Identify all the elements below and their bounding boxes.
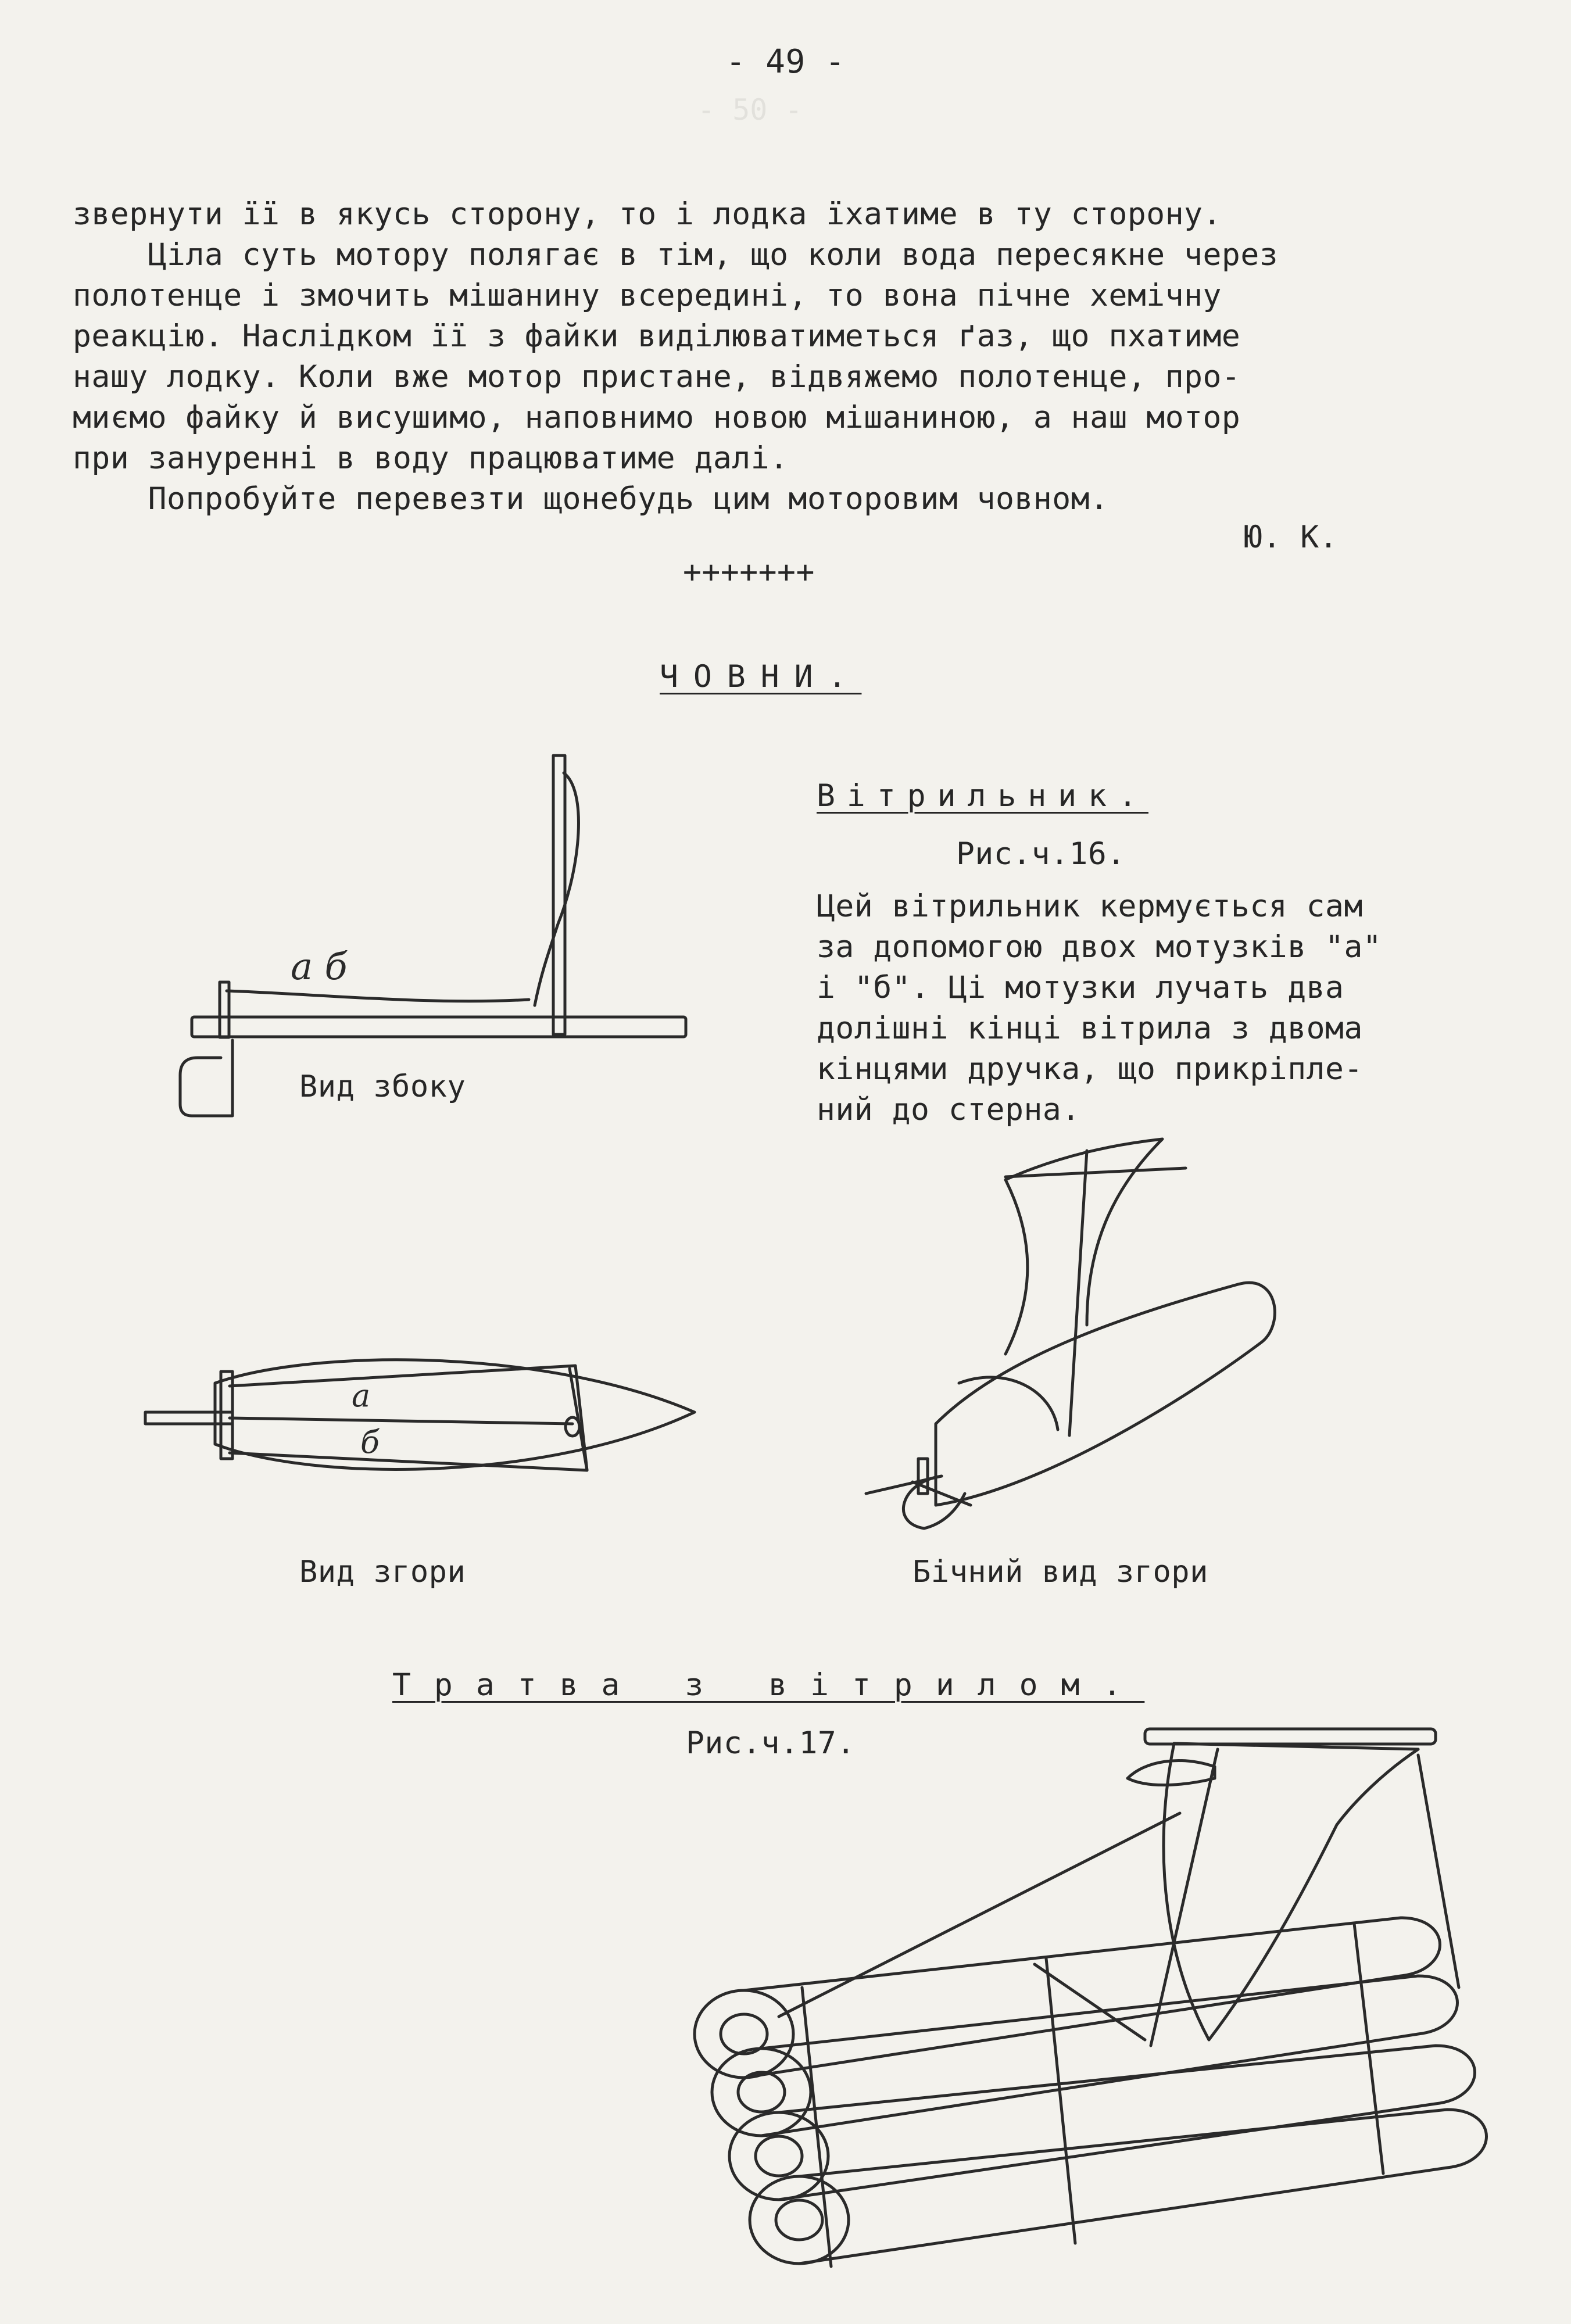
sailboat-description-line: і "б". Ці мотузки лучать два xyxy=(817,970,1344,1005)
raft-with-sail-drawing xyxy=(686,1639,1500,2307)
sailboat-side-top-view-drawing xyxy=(785,1133,1337,1598)
paragraph-line: Ціла суть мотору полягає в тім, що коли вода пересякне через xyxy=(73,237,1279,273)
paragraph-line: звернути її в якусь сторону, то і лодка їхатиме в ту сторону. xyxy=(73,196,1222,232)
side-view-label: Вид збоку xyxy=(299,1069,466,1104)
sailboat-description-line: кінцями дручка, що прикріпле- xyxy=(817,1051,1363,1087)
sailboat-description-line: ний до стерна. xyxy=(817,1092,1080,1127)
author-signature: Ю. К. xyxy=(1244,520,1339,555)
sailboat-description-line: долішні кінці вітрила з двома xyxy=(817,1011,1363,1046)
top-view-label: Вид згори xyxy=(299,1555,466,1589)
raft-figure-number: Рис.ч.17. xyxy=(686,1725,856,1761)
page-number: - 49 - xyxy=(725,43,846,81)
rope-label-b: б xyxy=(360,1424,380,1460)
side-top-view-label: Бічний вид згори xyxy=(912,1555,1208,1589)
sailboat-top-view-drawing xyxy=(139,1337,709,1523)
sailboat-description-line: за допомогою двох мотузків "а" xyxy=(817,929,1382,965)
section-separator: +++++++ xyxy=(683,554,815,590)
paragraph-line: нашу лодку. Коли вже мотор пристане, відвяжемо полотенце, про- xyxy=(73,359,1241,395)
paragraph-line: при зануренні в воду працюватиме далі. xyxy=(73,441,789,476)
rope-label-a: а xyxy=(352,1377,371,1414)
sailboat-description-line: Цей вітрильник кермується сам xyxy=(817,889,1363,924)
paragraph-line: полотенце і змочить мішанину всередині, то вона пічне хемічну xyxy=(73,278,1222,313)
sailboat-title: Вітрильник. xyxy=(817,778,1148,814)
section-title: ЧОВНИ. xyxy=(660,659,862,694)
rope-label-ab: а б xyxy=(291,946,348,989)
bleed-through-text: - 50 - xyxy=(697,93,803,127)
paragraph-line: Попробуйте перевезти щонебудь цим моторовим човном. xyxy=(73,481,1109,517)
paragraph-line: миємо файку й висушимо, наповнимо новою мішаниною, а наш мотор xyxy=(73,400,1241,435)
sailboat-figure-number: Рис.ч.16. xyxy=(956,836,1126,872)
raft-title: Тратва з вітрилом. xyxy=(392,1667,1145,1703)
paragraph-line: реакцію. Наслідком її з файки виділюватиметься ґаз, що пхатиме xyxy=(73,318,1241,354)
